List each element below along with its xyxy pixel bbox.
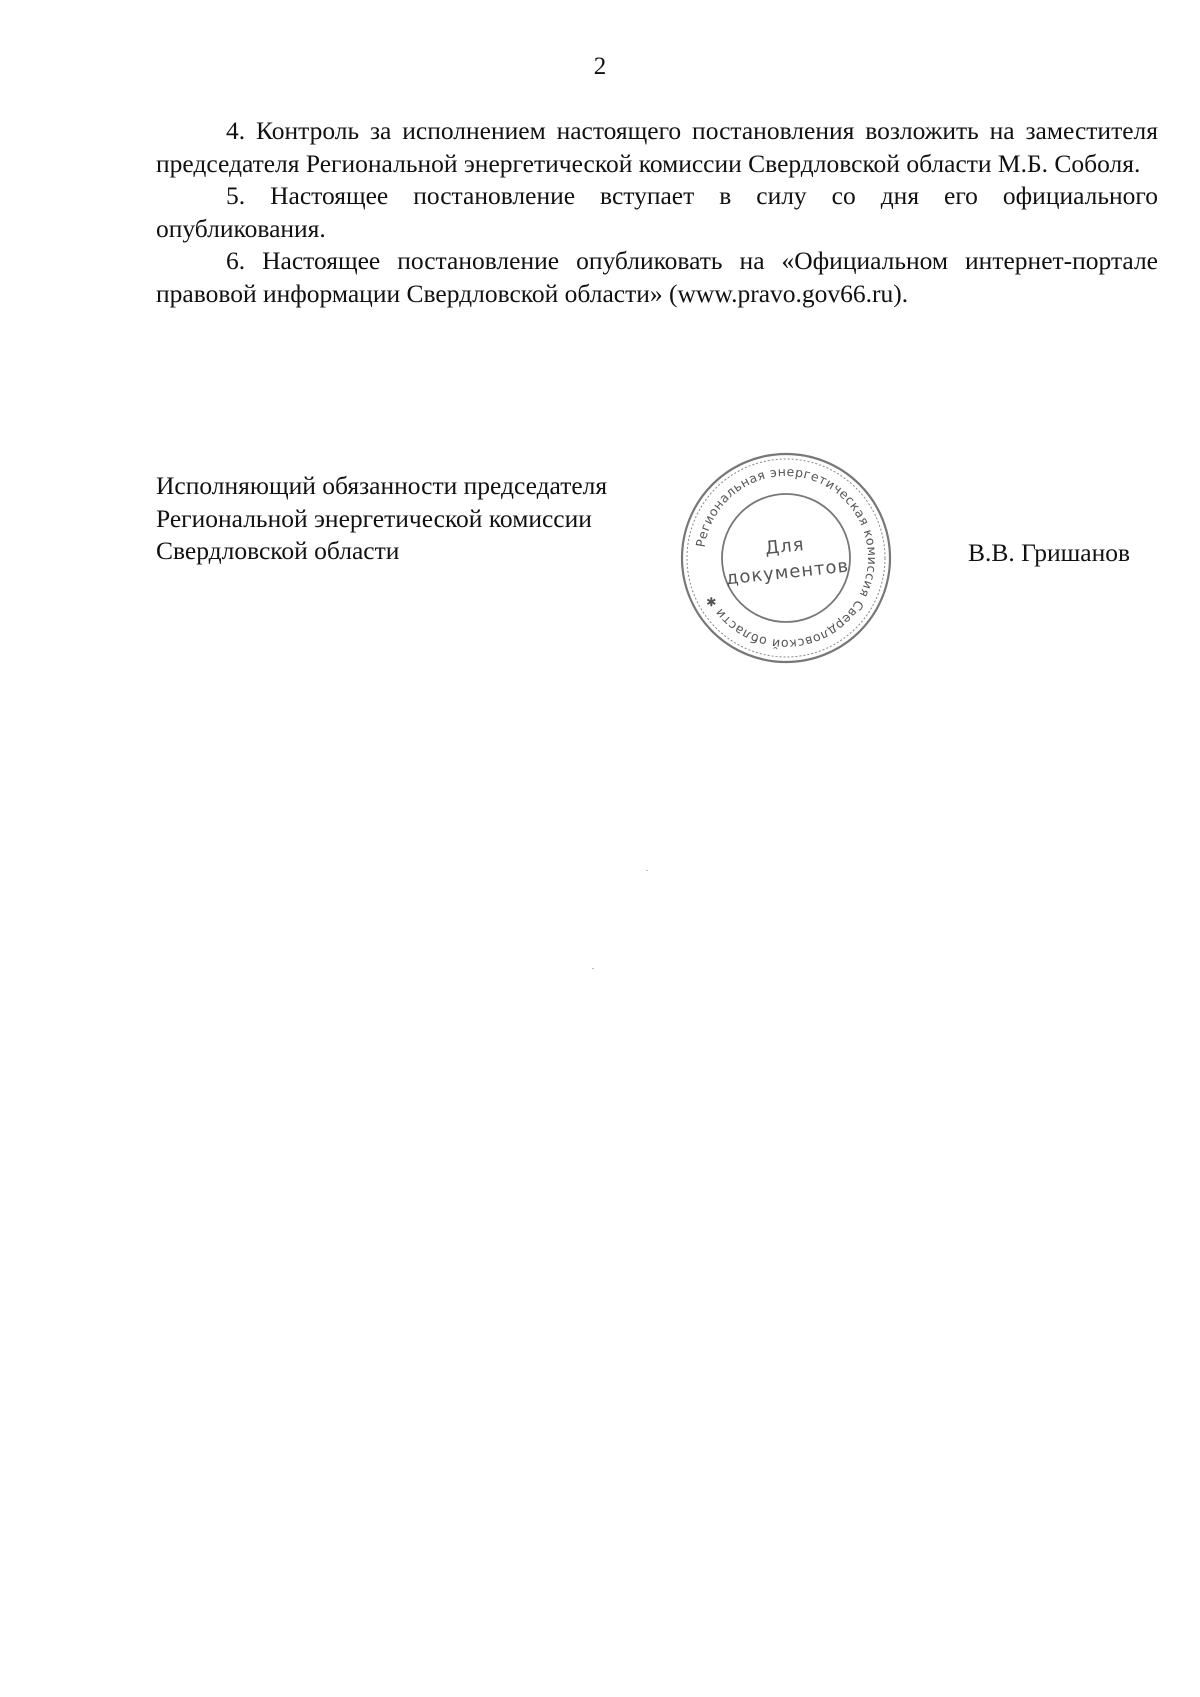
page-number: 2 xyxy=(593,53,607,80)
scan-speck xyxy=(592,968,594,969)
signer-position-line: Свердловской области xyxy=(156,536,400,565)
paragraph-5: 5. Настоящее постановление вступает в силу со дня его официального опубликования. xyxy=(156,181,1158,243)
paragraph-6: 6. Настоящее постановление опубликовать на «Официальном интернет-портале правовой информации Свердловской области» (www.pravo.gov66.ru). xyxy=(156,246,1158,308)
stamp-ring-text: Региональная энергетическая комиссия Свердловской области ✱ xyxy=(692,463,881,653)
stamp-center-line-1: Для xyxy=(764,534,806,560)
signer-name: В.В. Гришанов xyxy=(968,538,1131,567)
document-body xyxy=(156,115,1158,310)
stamp-seal-icon xyxy=(676,448,896,668)
signer-position-line: Региональной энергетической комиссии xyxy=(156,503,592,533)
paragraph-4: 4. Контроль за исполнением настоящего постановления возложить на заместителя председателя Региональной энергетической комиссии Свердловской области М.Б. Соболя. xyxy=(156,116,1158,178)
signer-position xyxy=(156,470,716,568)
stamp-center-line-2: документов xyxy=(724,555,851,590)
scan-speck xyxy=(646,870,648,871)
signer-position-line: Исполняющий обязанности председателя xyxy=(156,471,608,500)
official-stamp xyxy=(676,448,896,668)
